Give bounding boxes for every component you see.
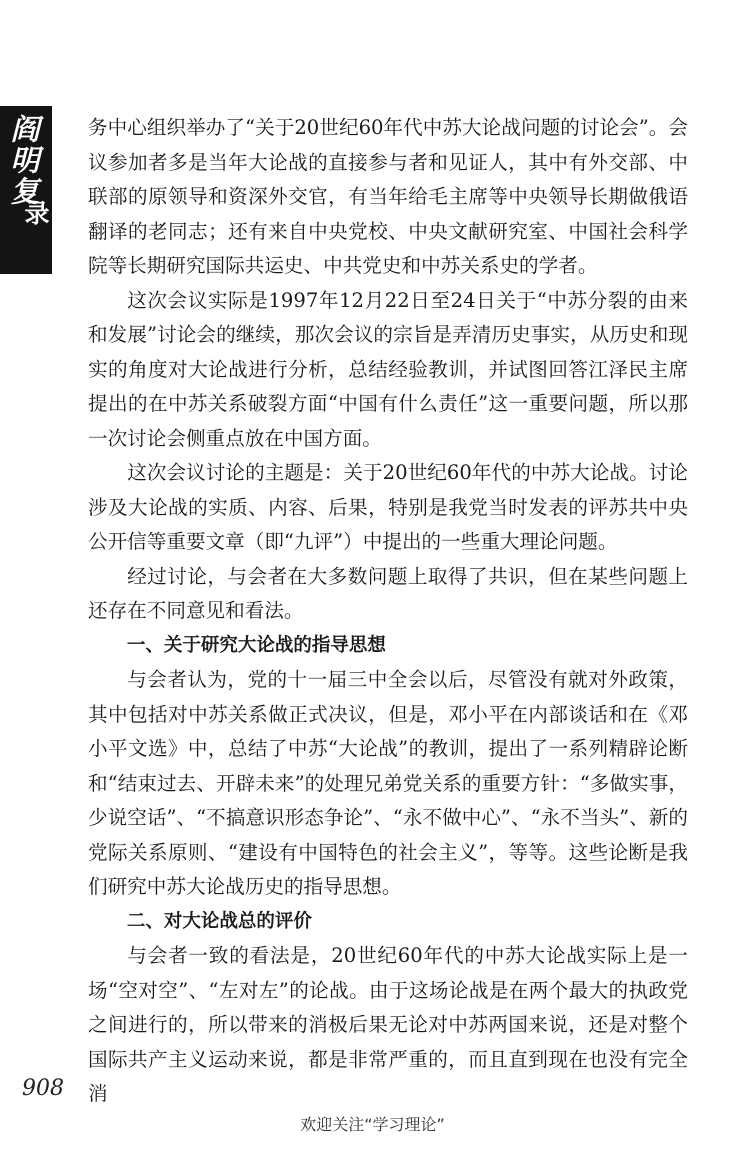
book-subtitle-vertical: 回忆录 [21,200,80,250]
section-heading-1: 一、关于研究大论战的指导思想 [126,634,386,656]
paragraph-2: 这次会议实际是1997年12月22日至24日关于“中苏分裂的由来和发展”讨论会的继续，那次会议的宗旨是弄清历史事实，从历史和现实的角度对大论战进行分析，总结经验教训，并试图回答江泽民主席提出的在中苏关系破裂方面“中国有什么责任”这一重要问题，所以那一次讨论会侧重点放在中国方面。 [88,288,688,450]
section-heading-2: 二、对大论战总的评价 [126,910,312,932]
paragraph-6: 与会者一致的看法是，20世纪60年代的中苏大论战实际上是一场“空对空”、“左对左”的论战。由于这场论战是在两个最大的执政党之间进行的，所以带来的消极后果无论对中苏两国来说，还是对整个国际共产主义运动来说，都是非常严重的，而且直到现在也没有完全消 [88,944,688,1105]
page-body [88,111,688,1112]
book-title-vertical: 阎明复 [6,114,41,207]
paragraph-1: 务中心组织举办了“关于20世纪60年代中苏大论战问题的讨论会”。会议参加者多是当年大论战的直接参与者和见证人，其中有外交部、中联部的原领导和资深外交官，有当年给毛主席等中央领导长期做俄语翻译的老同志；还有来自中央党校、中央文献研究室、中国社会科学院等长期研究国际共运史、中共党史和中苏关系史的学者。 [88,116,688,277]
paragraph-5: 与会者认为，党的十一届三中全会以后，尽管没有就对外政策，其中包括对中苏关系做正式决议，但是，邓小平在内部谈话和在《邓小平文选》中，总结了中苏“大论战”的教训，提出了一系列精辟论断和“结束过去、开辟未来”的处理兄弟党关系的重要方针：“多做实事，少说空话”、“不搞意识形态争论”、“永不做中心”、“永不当头”、新的党际关系原则、“建设有中国特色的社会主义”，等等。这些论断是我们研究中苏大论战历史的指导思想。 [88,668,688,898]
page-number: 908 [22,1076,64,1101]
footer-caption: 欢迎关注“学习理论” [300,1115,445,1134]
paragraph-4: 经过讨论，与会者在大多数问题上取得了共识，但在某些问题上还存在不同意见和看法。 [88,564,688,622]
book-side-tab [0,106,80,274]
paragraph-3: 这次会议讨论的主题是：关于20世纪60年代的中苏大论战。讨论涉及大论战的实质、内容、后果，特别是我党当时发表的评苏共中央公开信等重要文章（即“九评”）中提出的一些重大理论问题。 [88,461,688,553]
